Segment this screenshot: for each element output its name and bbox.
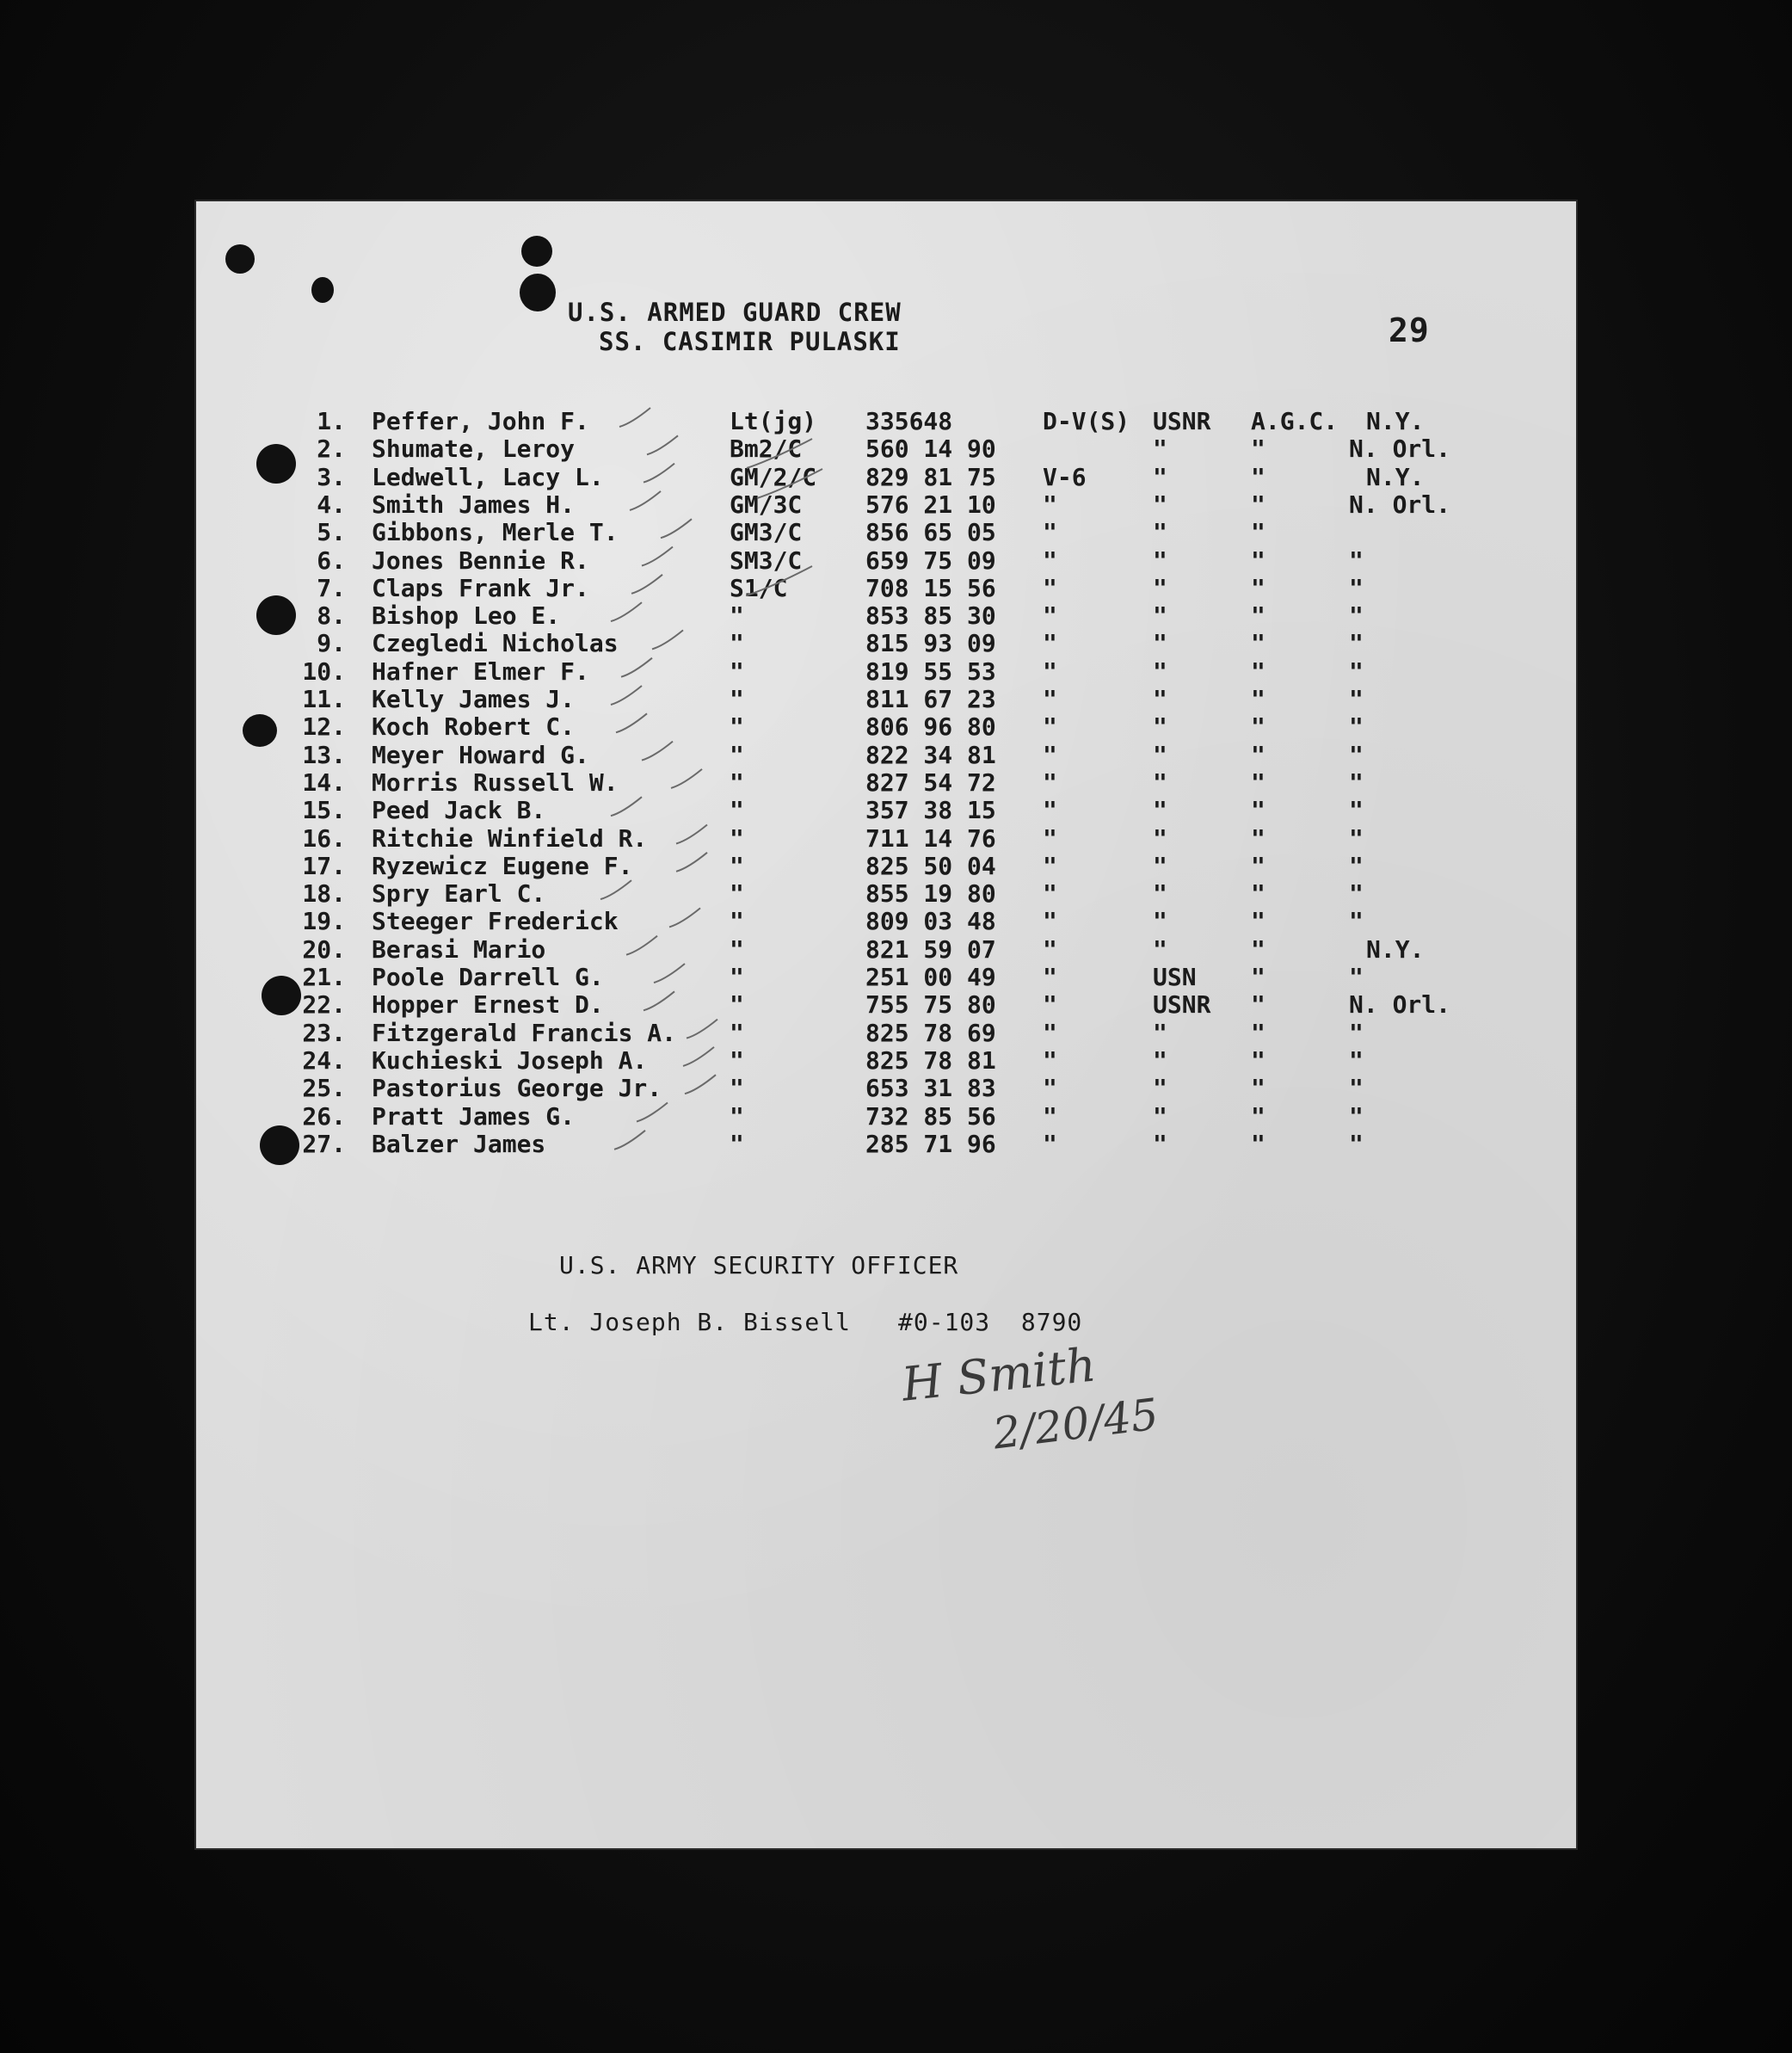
crew-name: Claps Frank Jr.: [372, 573, 589, 602]
crew-serial: 819 55 53: [865, 657, 996, 686]
row-number: 21.: [302, 963, 346, 991]
crew-name: Kuchieski Joseph A.: [372, 1045, 648, 1075]
crew-rate: ": [730, 1018, 744, 1047]
row-number: 8.: [317, 601, 346, 631]
crew-port: ": [1349, 768, 1364, 797]
crew-serial: 811 67 23: [865, 685, 996, 713]
check-mark: [683, 1047, 714, 1066]
security-officer-number: #0-103 8790: [898, 1308, 1083, 1336]
crew-unit: ": [1251, 879, 1265, 909]
crew-name: Berasi Mario: [372, 934, 546, 964]
crew-serial: 755 75 80: [865, 990, 996, 1020]
crew-name: Fitzgerald Francis A.: [372, 1018, 677, 1047]
crew-serial: 708 15 56: [865, 573, 996, 602]
crew-class: ": [1043, 796, 1057, 825]
crew-serial: 732 85 56: [865, 1101, 996, 1131]
check-mark: [685, 1075, 716, 1094]
row-number: 1.: [317, 407, 346, 435]
crew-port: ": [1349, 657, 1364, 686]
crew-port: N. Orl.: [1349, 435, 1451, 464]
crew-serial: 815 93 09: [865, 629, 996, 658]
crew-class: ": [1043, 1101, 1057, 1131]
crew-rate: ": [730, 740, 744, 769]
crew-name: Steeger Frederick: [372, 907, 619, 936]
crew-serial: 825 50 04: [865, 851, 996, 880]
crew-branch: USNR: [1153, 407, 1211, 435]
check-mark: [611, 686, 642, 705]
check-mark: [631, 575, 662, 594]
crew-branch: ": [1153, 768, 1167, 797]
crew-branch: ": [1153, 823, 1167, 853]
row-number: 9.: [317, 629, 346, 658]
crew-unit: ": [1251, 685, 1265, 713]
crew-serial: 285 71 96: [865, 1129, 996, 1158]
check-mark: [654, 964, 685, 983]
crew-branch: ": [1153, 907, 1167, 936]
crew-name: Hopper Ernest D.: [372, 990, 604, 1020]
crew-serial: 827 54 72: [865, 768, 996, 797]
row-number: 14.: [302, 768, 346, 797]
crew-branch: ": [1153, 851, 1167, 880]
handwritten-initials: H Smith: [899, 1337, 1099, 1412]
crew-class: ": [1043, 879, 1057, 909]
row-number: 19.: [302, 907, 346, 936]
crew-class: ": [1043, 1074, 1057, 1103]
crew-serial: 809 03 48: [865, 907, 996, 936]
crew-unit: ": [1251, 907, 1265, 936]
row-number: 18.: [302, 879, 346, 909]
crew-branch: ": [1153, 573, 1167, 602]
crew-branch: ": [1153, 601, 1167, 631]
check-mark: [642, 547, 673, 566]
crew-serial: 822 34 81: [865, 740, 996, 769]
crew-port: ": [1349, 796, 1364, 825]
crew-serial: 659 75 09: [865, 546, 996, 575]
check-mark: [642, 742, 673, 761]
crew-class: ": [1043, 546, 1057, 575]
row-number: 11.: [302, 685, 346, 713]
crew-name: Pratt James G.: [372, 1101, 576, 1131]
crew-branch: ": [1153, 462, 1167, 491]
crew-rate: ": [730, 1101, 744, 1131]
crew-serial: 821 59 07: [865, 934, 996, 964]
check-mark: [661, 519, 692, 538]
crew-name: Jones Bennie R.: [372, 546, 589, 575]
crew-serial: 335648: [865, 407, 953, 435]
crew-name: Peffer, John F.: [372, 407, 589, 435]
crew-branch: ": [1153, 518, 1167, 547]
crew-class: ": [1043, 963, 1057, 991]
row-number: 10.: [302, 657, 346, 686]
crew-port: ": [1349, 1129, 1364, 1158]
crew-rate: SM3/C: [730, 546, 803, 575]
crew-rate: ": [730, 1074, 744, 1103]
row-number: 5.: [317, 518, 346, 547]
crew-serial: 855 19 80: [865, 879, 996, 909]
crew-port: ": [1349, 823, 1364, 853]
crew-branch: ": [1153, 1018, 1167, 1047]
row-number: 6.: [317, 546, 346, 575]
check-mark: [616, 713, 647, 732]
crew-branch: ": [1153, 740, 1167, 769]
crew-port: ": [1349, 1045, 1364, 1075]
crew-class: ": [1043, 851, 1057, 880]
crew-unit: ": [1251, 823, 1265, 853]
crew-class: ": [1043, 768, 1057, 797]
document-page: [196, 201, 1576, 1848]
crew-port: N.Y.: [1366, 934, 1425, 964]
crew-name: Czegledi Nicholas: [372, 629, 619, 658]
crew-unit: ": [1251, 990, 1265, 1020]
crew-port: ": [1349, 851, 1364, 880]
row-number: 27.: [302, 1129, 346, 1158]
crew-unit: ": [1251, 1018, 1265, 1047]
crew-class: ": [1043, 601, 1057, 631]
crew-unit: ": [1251, 462, 1265, 491]
crew-serial: 560 14 90: [865, 435, 996, 464]
crew-name: Pastorius George Jr.: [372, 1074, 662, 1103]
crew-name: Koch Robert C.: [372, 712, 576, 742]
row-number: 13.: [302, 740, 346, 769]
crew-branch: ": [1153, 629, 1167, 658]
crew-port: ": [1349, 573, 1364, 602]
crew-branch: ": [1153, 435, 1167, 464]
crew-branch: ": [1153, 1129, 1167, 1158]
crew-port: ": [1349, 907, 1364, 936]
crew-class: ": [1043, 907, 1057, 936]
crew-unit: ": [1251, 1101, 1265, 1131]
check-mark: [600, 880, 631, 899]
crew-unit: ": [1251, 934, 1265, 964]
check-marks: [196, 201, 1576, 1848]
crew-port: ": [1349, 601, 1364, 631]
check-mark: [619, 408, 650, 427]
crew-unit: ": [1251, 629, 1265, 658]
crew-unit: ": [1251, 1045, 1265, 1075]
crew-class: ": [1043, 823, 1057, 853]
crew-unit: ": [1251, 546, 1265, 575]
crew-port: ": [1349, 685, 1364, 713]
crew-serial: 825 78 69: [865, 1018, 996, 1047]
crew-rate: ": [730, 851, 744, 880]
crew-serial: 856 65 05: [865, 518, 996, 547]
row-number: 3.: [317, 462, 346, 491]
check-mark: [644, 464, 674, 483]
page-number: 29: [1389, 311, 1430, 349]
crew-name: Balzer James: [372, 1129, 546, 1158]
crew-name: Smith James H.: [372, 490, 576, 519]
crew-branch: ": [1153, 1045, 1167, 1075]
crew-port: ": [1349, 712, 1364, 742]
crew-rate: ": [730, 990, 744, 1020]
crew-serial: 806 96 80: [865, 712, 996, 742]
row-number: 16.: [302, 823, 346, 853]
check-mark: [687, 1020, 717, 1039]
crew-port: N. Orl.: [1349, 490, 1451, 519]
crew-rate: GM/2/C: [730, 462, 817, 491]
crew-serial: 251 00 49: [865, 963, 996, 991]
crew-port: ": [1349, 629, 1364, 658]
check-mark: [630, 491, 661, 510]
crew-branch: ": [1153, 712, 1167, 742]
check-mark: [614, 1131, 645, 1150]
crew-rate: ": [730, 823, 744, 853]
crew-class: ": [1043, 1045, 1057, 1075]
crew-port: ": [1349, 1018, 1364, 1047]
crew-rate: Bm2/C: [730, 435, 803, 464]
row-number: 22.: [302, 990, 346, 1020]
crew-unit: ": [1251, 490, 1265, 519]
crew-rate: ": [730, 768, 744, 797]
crew-unit: ": [1251, 740, 1265, 769]
row-number: 15.: [302, 796, 346, 825]
check-mark: [676, 825, 707, 844]
check-mark: [611, 797, 642, 816]
crew-serial: 357 38 15: [865, 796, 996, 825]
check-mark: [611, 602, 642, 621]
crew-branch: ": [1153, 796, 1167, 825]
crew-rate: ": [730, 879, 744, 909]
crew-unit: ": [1251, 851, 1265, 880]
row-number: 24.: [302, 1045, 346, 1075]
crew-unit: ": [1251, 1074, 1265, 1103]
crew-rate: ": [730, 963, 744, 991]
crew-branch: ": [1153, 685, 1167, 713]
security-office-title: U.S. ARMY SECURITY OFFICER: [559, 1251, 959, 1279]
crew-name: Shumate, Leroy: [372, 435, 576, 464]
row-number: 7.: [317, 573, 346, 602]
crew-port: ": [1349, 1074, 1364, 1103]
crew-port: ": [1349, 963, 1364, 991]
row-number: 25.: [302, 1074, 346, 1103]
crew-name: Hafner Elmer F.: [372, 657, 589, 686]
crew-name: Morris Russell W.: [372, 768, 619, 797]
crew-rate: ": [730, 1129, 744, 1158]
crew-class: ": [1043, 657, 1057, 686]
crew-port: ": [1349, 879, 1364, 909]
crew-serial: 853 85 30: [865, 601, 996, 631]
crew-rate: ": [730, 934, 744, 964]
crew-class: ": [1043, 629, 1057, 658]
crew-name: Spry Earl C.: [372, 879, 546, 909]
row-number: 17.: [302, 851, 346, 880]
document-title-line1: U.S. ARMED GUARD CREW: [568, 298, 902, 327]
row-number: 4.: [317, 490, 346, 519]
crew-unit: ": [1251, 573, 1265, 602]
crew-unit: ": [1251, 601, 1265, 631]
check-mark: [757, 469, 822, 498]
crew-class: ": [1043, 1129, 1057, 1158]
crew-port: N.Y.: [1366, 462, 1425, 491]
crew-unit: ": [1251, 712, 1265, 742]
crew-serial: 576 21 10: [865, 490, 996, 519]
check-mark: [637, 1103, 668, 1122]
check-mark: [652, 630, 683, 649]
crew-rate: ": [730, 601, 744, 631]
crew-rate: ": [730, 629, 744, 658]
security-officer-name: Lt. Joseph B. Bissell: [528, 1308, 852, 1336]
crew-unit: ": [1251, 768, 1265, 797]
check-mark: [669, 908, 700, 927]
crew-branch: ": [1153, 657, 1167, 686]
crew-name: Meyer Howard G.: [372, 740, 589, 769]
check-mark: [671, 769, 702, 788]
crew-class: ": [1043, 990, 1057, 1020]
crew-port: N.Y.: [1366, 407, 1425, 435]
crew-name: Ritchie Winfield R.: [372, 823, 648, 853]
crew-rate: ": [730, 907, 744, 936]
crew-rate: ": [730, 685, 744, 713]
check-mark: [747, 439, 812, 468]
crew-class: ": [1043, 490, 1057, 519]
crew-name: Gibbons, Merle T.: [372, 518, 619, 547]
crew-branch: ": [1153, 546, 1167, 575]
crew-name: Ledwell, Lacy L.: [372, 462, 604, 491]
crew-class: V-6: [1043, 462, 1087, 491]
crew-branch: ": [1153, 1101, 1167, 1131]
crew-unit: ": [1251, 963, 1265, 991]
crew-unit: ": [1251, 435, 1265, 464]
crew-class: ": [1043, 685, 1057, 713]
crew-port: ": [1349, 1101, 1364, 1131]
crew-rate: Lt(jg): [730, 407, 817, 435]
crew-rate: S1/C: [730, 573, 788, 602]
crew-unit: A.G.C.: [1251, 407, 1339, 435]
crew-class: ": [1043, 740, 1057, 769]
crew-name: Kelly James J.: [372, 685, 576, 713]
crew-unit: ": [1251, 518, 1265, 547]
check-mark: [626, 936, 657, 955]
crew-name: Poole Darrell G.: [372, 963, 604, 991]
document-title-line2: SS. CASIMIR PULASKI: [599, 327, 901, 356]
crew-branch: ": [1153, 879, 1167, 909]
crew-branch: ": [1153, 490, 1167, 519]
crew-rate: ": [730, 796, 744, 825]
crew-name: Peed Jack B.: [372, 796, 546, 825]
crew-serial: 711 14 76: [865, 823, 996, 853]
crew-port: ": [1349, 740, 1364, 769]
crew-class: ": [1043, 518, 1057, 547]
crew-class: ": [1043, 573, 1057, 602]
crew-branch: USNR: [1153, 990, 1211, 1020]
crew-branch: USN: [1153, 963, 1197, 991]
crew-rate: ": [730, 712, 744, 742]
crew-rate: GM/3C: [730, 490, 803, 519]
crew-name: Ryzewicz Eugene F.: [372, 851, 633, 880]
crew-serial: 829 81 75: [865, 462, 996, 491]
crew-class: D-V(S): [1043, 407, 1130, 435]
row-number: 23.: [302, 1018, 346, 1047]
row-number: 20.: [302, 934, 346, 964]
crew-branch: ": [1153, 1074, 1167, 1103]
check-mark: [647, 435, 678, 454]
check-mark: [747, 566, 812, 595]
handwritten-date: 2/20/45: [990, 1389, 1161, 1459]
crew-name: Bishop Leo E.: [372, 601, 561, 631]
crew-port: ": [1349, 546, 1364, 575]
crew-unit: ": [1251, 1129, 1265, 1158]
row-number: 2.: [317, 435, 346, 464]
check-mark: [621, 658, 652, 677]
crew-rate: GM3/C: [730, 518, 803, 547]
crew-port: N. Orl.: [1349, 990, 1451, 1020]
crew-rate: ": [730, 1045, 744, 1075]
crew-serial: 653 31 83: [865, 1074, 996, 1103]
crew-branch: ": [1153, 934, 1167, 964]
crew-class: ": [1043, 712, 1057, 742]
row-number: 26.: [302, 1101, 346, 1131]
crew-unit: ": [1251, 796, 1265, 825]
crew-serial: 825 78 81: [865, 1045, 996, 1075]
crew-rate: ": [730, 657, 744, 686]
crew-class: ": [1043, 1018, 1057, 1047]
row-number: 12.: [302, 712, 346, 742]
check-mark: [676, 853, 707, 872]
check-mark: [644, 991, 674, 1010]
crew-class: ": [1043, 934, 1057, 964]
crew-unit: ": [1251, 657, 1265, 686]
